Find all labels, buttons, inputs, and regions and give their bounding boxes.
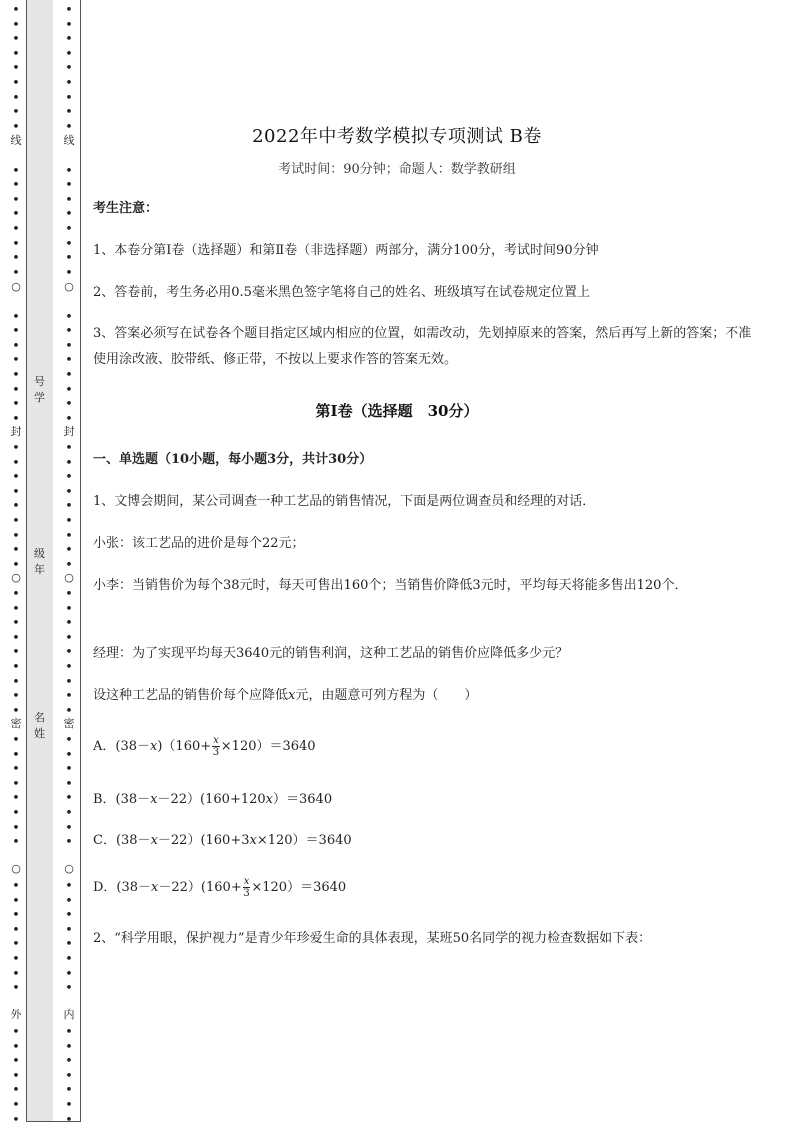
left-seal-dot: • <box>12 455 20 471</box>
left-seal-dot: • <box>12 645 20 661</box>
left-seal-dot: • <box>12 441 20 456</box>
q1-question-pre: 设这种工艺品的销售价每个应降低 <box>93 688 289 703</box>
left-seal-dot: • <box>12 382 20 398</box>
right-seal-dot: • <box>65 222 73 237</box>
q1-stem: 1、文博会期间，某公司调查一种工艺品的销售情况，下面是两位调查员和经理的对话． <box>93 494 596 509</box>
right-seal-dot: • <box>65 265 73 281</box>
right-seal-dot: • <box>65 178 73 194</box>
left-seal-dot: • <box>12 776 20 792</box>
section-title: 第I卷（选择题 30分） <box>315 402 479 420</box>
right-seal-dot: • <box>65 587 73 602</box>
right-seal-dot: • <box>65 762 73 778</box>
part-heading: 一、单选题（10小题，每小题3分，共计30分） <box>93 452 373 467</box>
left-seal-mark: 密 <box>10 717 22 730</box>
right-seal-dot: • <box>65 236 73 252</box>
option-a-fraction <box>212 735 220 758</box>
left-seal-dot: • <box>12 265 20 281</box>
right-seal-dot: • <box>65 543 73 559</box>
right-seal-dot: • <box>65 820 73 836</box>
notice-heading: 考生注意： <box>93 201 159 216</box>
q1-line-zhang: 小张：该工艺品的进价是每个22元； <box>93 536 305 551</box>
option-a-pre: A．(38－ <box>93 739 151 754</box>
left-seal-dot: • <box>12 61 20 77</box>
left-seal-dot: • <box>12 1098 20 1113</box>
left-seal-dot: • <box>12 470 20 486</box>
right-seal-dot: • <box>65 192 73 208</box>
right-seal-dot: • <box>65 324 73 340</box>
option-d-post: ×120）＝3640 <box>251 880 347 895</box>
left-seal-dot: • <box>12 922 20 938</box>
left-seal-dot: • <box>12 119 20 135</box>
right-seal-dot: • <box>65 76 73 91</box>
left-seal-dot: • <box>12 791 20 807</box>
left-seal-dot: • <box>12 937 20 953</box>
left-seal-mark: ○ <box>11 571 21 584</box>
name-label: 名 姓 <box>34 711 45 740</box>
option-a-var: x <box>150 739 158 754</box>
right-seal-dot: • <box>65 966 73 982</box>
right-seal-dot: • <box>65 645 73 661</box>
left-seal-mark: ○ <box>11 862 21 875</box>
right-seal-dot: • <box>65 46 73 62</box>
left-seal-dot: • <box>12 747 20 763</box>
left-seal-dot: • <box>12 236 20 252</box>
right-seal-mark: 封 <box>63 425 75 438</box>
q1-line-li: 小李：当销售价为每个38元时，每天可售出160个；当销售价降低3元时，平均每天将能多售出120个． <box>93 578 688 593</box>
left-seal-dot: • <box>12 1083 20 1099</box>
q1-question-post: 元，由题意可列方程为（ ） <box>295 688 478 703</box>
left-seal-dot: • <box>12 90 20 106</box>
left-seal-dot: • <box>12 981 20 997</box>
right-seal-dot: • <box>65 484 73 500</box>
right-seal-dot: • <box>65 557 73 573</box>
left-seal-dot: • <box>12 499 20 515</box>
right-seal-dot: • <box>65 1068 73 1084</box>
right-seal-dot: • <box>65 470 73 486</box>
right-seal-dot: • <box>65 660 73 675</box>
option-d-fraction <box>243 876 251 899</box>
page-subtitle: 考试时间：90分钟；命题人：数学教研组 <box>278 162 516 177</box>
option-d-frac-num: x <box>243 876 250 887</box>
option-b-pre: B．(38－ <box>93 792 151 807</box>
option-d-pre: D．(38－ <box>93 880 152 895</box>
left-seal-mark: 外 <box>10 1008 22 1021</box>
right-seal-dot: • <box>65 105 73 121</box>
right-seal-mark: ○ <box>64 280 74 293</box>
left-seal-dot: • <box>12 178 20 194</box>
q1-line-manager: 经理：为了实现平均每天3640元的销售利润，这种工艺品的销售价应降低多少元？ <box>93 646 569 661</box>
left-seal-dot: • <box>12 630 20 646</box>
right-seal-dot: • <box>65 163 73 179</box>
right-seal-dot: • <box>65 441 73 456</box>
left-seal-dot: • <box>12 17 20 33</box>
right-seal-dot: • <box>65 338 73 354</box>
right-seal-dot: • <box>65 119 73 135</box>
right-seal-dot: • <box>65 1083 73 1099</box>
right-seal-dot: • <box>65 353 73 369</box>
right-seal-dot: • <box>65 616 73 632</box>
option-b-var2: x <box>265 792 273 807</box>
left-seal-dot: • <box>12 32 20 48</box>
q1-option-c[interactable] <box>93 829 352 848</box>
right-seal-dot: • <box>65 879 73 894</box>
right-seal-dot: • <box>65 1098 73 1113</box>
left-seal-dot: • <box>12 1112 20 1128</box>
option-c-mid: －22）(160+3 <box>157 833 250 848</box>
right-seal-dot: • <box>65 791 73 807</box>
left-seal-dot: • <box>12 163 20 179</box>
left-seal-dot: • <box>12 3 20 18</box>
left-seal-dot: • <box>12 222 20 237</box>
left-seal-dot: • <box>12 309 20 325</box>
q1-option-d[interactable] <box>93 876 346 899</box>
student-number-label: 号 学 <box>34 375 45 404</box>
right-seal-dot: • <box>65 3 73 18</box>
right-seal-dot: • <box>65 61 73 77</box>
left-seal-dot: • <box>12 762 20 778</box>
option-c-var: x <box>150 833 158 848</box>
right-seal-dot: • <box>65 1054 73 1070</box>
left-seal-dot: • <box>12 908 20 924</box>
notice-item-2: 2、答卷前，考生务必用0.5毫米黑色签字笔将自己的姓名、班级填写在试卷规定位置上 <box>93 285 590 300</box>
option-c-pre: C．(38－ <box>93 833 151 848</box>
left-seal-dot: • <box>12 689 20 705</box>
left-seal-dot: • <box>12 324 20 340</box>
right-seal-dot: • <box>65 382 73 398</box>
left-seal-dot: • <box>12 543 20 559</box>
right-seal-dot: • <box>65 207 73 223</box>
option-c-post: ×120）＝3640 <box>256 833 352 848</box>
q2-stem: 2、“科学用眼，保护视力”是青少年珍爱生命的具体表现，某班50名同学的视力检查数据如下表： <box>93 931 652 946</box>
left-seal-dot: • <box>12 1054 20 1070</box>
notice-item-3: 3、答案必须写在试卷各个题目指定区域内相应的位置，如需改动，先划掉原来的答案，然后再写上新的答案；不准使用涂改液、胶带纸、修正带，不按以上要求作答的答案无效。 <box>93 326 752 367</box>
left-seal-dot: • <box>12 251 20 267</box>
left-seal-dot: • <box>12 806 20 821</box>
right-seal-dot: • <box>65 747 73 763</box>
left-seal-dot: • <box>12 733 20 748</box>
left-seal-dot: • <box>12 601 20 617</box>
right-seal-dot: • <box>65 528 73 544</box>
q1-option-a[interactable] <box>93 735 316 758</box>
left-seal-dot: • <box>12 207 20 223</box>
left-seal-dot: • <box>12 616 20 632</box>
right-seal-dot: • <box>65 411 73 427</box>
left-seal-dot: • <box>12 1068 20 1084</box>
left-seal-dot: • <box>12 353 20 369</box>
right-seal-dot: • <box>65 893 73 909</box>
left-seal-dot: • <box>12 105 20 121</box>
option-a-frac-num: x <box>213 735 219 746</box>
option-b-mid: －22）(160+120 <box>157 792 266 807</box>
left-seal-dot: • <box>12 368 20 383</box>
left-seal-dot: • <box>12 966 20 982</box>
right-seal-dot: • <box>65 806 73 821</box>
left-seal-dot: • <box>12 893 20 909</box>
right-seal-dot: • <box>65 499 73 515</box>
option-a-frac-den: 3 <box>212 747 220 758</box>
right-seal-dot: • <box>65 689 73 705</box>
right-seal-dot: • <box>65 17 73 33</box>
right-seal-dot: • <box>65 1025 73 1040</box>
option-a-mid: )（160+ <box>157 739 212 754</box>
left-seal-dot: • <box>12 397 20 413</box>
right-seal-dot: • <box>65 776 73 792</box>
right-seal-dot: • <box>65 835 73 851</box>
right-seal-dot: • <box>65 455 73 471</box>
right-seal-dot: • <box>65 937 73 953</box>
grade-label: 级 年 <box>34 547 45 576</box>
right-seal-mark: 密 <box>63 717 75 730</box>
right-seal-dot: • <box>65 601 73 617</box>
option-a-post: ×120）＝3640 <box>220 739 316 754</box>
option-d-frac-den: 3 <box>243 888 250 899</box>
right-seal-dot: • <box>65 514 73 529</box>
right-seal-dot: • <box>65 1112 73 1128</box>
left-seal-dot: • <box>12 514 20 529</box>
right-seal-dot: • <box>65 908 73 924</box>
right-seal-dot: • <box>65 674 73 690</box>
left-seal-dot: • <box>12 46 20 62</box>
left-seal-dot: • <box>12 879 20 894</box>
left-seal-dot: • <box>12 528 20 544</box>
right-seal-mark: ○ <box>64 571 74 584</box>
left-seal-dot: • <box>12 192 20 208</box>
notice-item-1: 1、本卷分第I卷（选择题）和第Ⅱ卷（非选择题）两部分，满分100分，考试时间90分钟 <box>93 243 599 258</box>
left-seal-dot: • <box>12 952 20 967</box>
right-seal-dot: • <box>65 368 73 383</box>
option-d-var: x <box>151 880 159 895</box>
q1-question-var: x <box>288 688 296 703</box>
right-seal-mark: 内 <box>63 1008 75 1021</box>
left-seal-mark: 线 <box>10 134 22 147</box>
right-seal-dot: • <box>65 32 73 48</box>
right-seal-dot: • <box>65 922 73 938</box>
right-seal-dot: • <box>65 630 73 646</box>
right-seal-dot: • <box>65 981 73 997</box>
left-seal-dot: • <box>12 557 20 573</box>
right-seal-dot: • <box>65 952 73 967</box>
left-seal-dot: • <box>12 674 20 690</box>
left-seal-dot: • <box>12 338 20 354</box>
left-seal-mark: 封 <box>10 425 22 438</box>
right-seal-dot: • <box>65 703 73 719</box>
left-seal-dot: • <box>12 835 20 851</box>
left-seal-mark: ○ <box>11 280 21 293</box>
option-b-var: x <box>150 792 158 807</box>
left-seal-dot: • <box>12 703 20 719</box>
q1-option-b[interactable] <box>93 788 332 807</box>
right-seal-dot: • <box>65 309 73 325</box>
left-seal-dot: • <box>12 411 20 427</box>
left-seal-dot: • <box>12 1025 20 1040</box>
page-title: 2022年中考数学模拟专项测试 B卷 <box>252 126 542 147</box>
right-seal-dot: • <box>65 251 73 267</box>
left-seal-dot: • <box>12 587 20 602</box>
option-d-mid: －22）(160+ <box>158 880 242 895</box>
right-seal-mark: 线 <box>63 134 75 147</box>
left-seal-dot: • <box>12 76 20 91</box>
right-seal-dot: • <box>65 1039 73 1055</box>
left-seal-dot: • <box>12 484 20 500</box>
q1-question <box>93 683 753 709</box>
option-b-post: ）＝3640 <box>273 792 333 807</box>
right-seal-dot: • <box>65 397 73 413</box>
right-seal-mark: ○ <box>64 862 74 875</box>
left-seal-dot: • <box>12 660 20 675</box>
left-seal-dot: • <box>12 1039 20 1055</box>
option-c-var2: x <box>249 833 257 848</box>
left-seal-dot: • <box>12 820 20 836</box>
right-seal-dot: • <box>65 733 73 748</box>
right-seal-dot: • <box>65 90 73 106</box>
